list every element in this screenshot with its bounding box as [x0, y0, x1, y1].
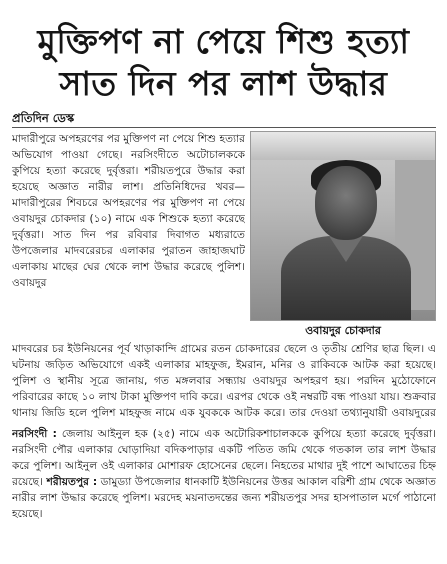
- child-photo: [250, 131, 436, 321]
- photo-roof-shape: [251, 132, 436, 160]
- story-column-paragraph: মাদারীপুরে অপহরণের পর মুক্তিপণ না পেয়ে শিশু হত্যার অভিযোগ পাওয়া গেছে। নরসিংদীতে অটোচালককে কুপিয়ে হত্যা করেছে দুর্বৃত্তরা। শরীয়তপুরে উদ্ধার করা হয়েছে অজ্ঞাত নারীর লাশ। প্রতিনিধিদের খবর— মাদারীপুরের শিবচরে অপহরণের পর মুক্তিপণ না পেয়ে ওবায়দুর চোকদার (১০) নামে এক শিশুকে হত্যা করেছে দুর্বৃত্তরা। সাত দিন পর রবিবার দিবাগত মধ্যরাতে উপজেলার মাদবরেরচর এলাকার পুরাতন জাহাজঘাট এলাকায় মাছের ঘের থেকে লাশ উদ্ধার করেছে পুলিশ। ওবায়দুর: [12, 133, 245, 289]
- headline-line-2: সাত দিন পর লাশ উদ্ধার: [59, 64, 388, 103]
- narsingdi-text: জেলায় আইনুল হক (২৫) নামে এক অটোরিকশাচালককে কুপিয়ে হত্যা করেছে দুর্বৃত্তরা। নরসিংদী পৌর এলাকার ঘোড়াদিয়া বদিকপাড়ার একটি পতিত জমি থেকে গতকাল তার লাশ উদ্ধার করে পুলিশ। আইনুল ওই এলাকার মোশারফ হোসেনের ছেলে। নিহতের মাথার দুই পাশে আঘাতের চিহ্ন রয়েছে।: [12, 428, 436, 488]
- dateline-narsingdi: নরসিংদী :: [12, 428, 57, 440]
- headline-line-1: মুক্তিপণ না পেয়ে শিশু হত্যা: [37, 22, 410, 61]
- second-story-paragraph: [12, 426, 436, 554]
- dateline-shariatpur: শরীয়তপুর :: [42, 476, 98, 488]
- photo-face-shape: [315, 166, 377, 240]
- byline-divider: [12, 127, 436, 128]
- story-full-width-paragraph: মাদবরের চর ইউনিয়নের পূর্ব খাড়াকান্দি গ্রামের রতন চোকদারের ছেলে ও তৃতীয় শ্রেণির ছাত্র ছিল। এ ঘটনায় জড়িত অভিযোগে একই এলাকার মাহফুজ, ইমরান, মনির ও রাকিবকে আটক করা হয়েছে। পুলিশ ও স্থানীয় সূত্রে জানায়, গত মঙ্গলবার সন্ধ্যায় ওবায়দুর অপহরণ হয়। পরদিন মুঠোফোনে পরিবারের কাছে ১০ লাখ টাকা মুক্তিপণ দাবি করে। এরপর থেকে ওই নম্বরটি বন্ধ পাওয়া যায়। শুক্রবার থানায় জিডি হলে পুলিশ মাহফুজ নামে এক যুবককে আটক করে। তার দেওয়া তথ্যানুযায়ী ওবায়দুরের: [12, 343, 436, 419]
- byline: প্রতিদিন ডেস্ক: [12, 111, 75, 125]
- photo-caption: ওবায়দুর চোকদার: [305, 324, 381, 337]
- shariatpur-text: ডামুড্যা উপজেলার ধানকাটি ইউনিয়নের উত্তর আকাল বরিশী গ্রাম থেকে অজ্ঞাত নারীর লাশ উদ্ধার করেছে পুলিশ। মরদেহ ময়নাতদন্তের জন্য শরীয়তপুর সদর হাসপাতাল মর্গে পাঠানো হয়েছে।: [12, 476, 436, 520]
